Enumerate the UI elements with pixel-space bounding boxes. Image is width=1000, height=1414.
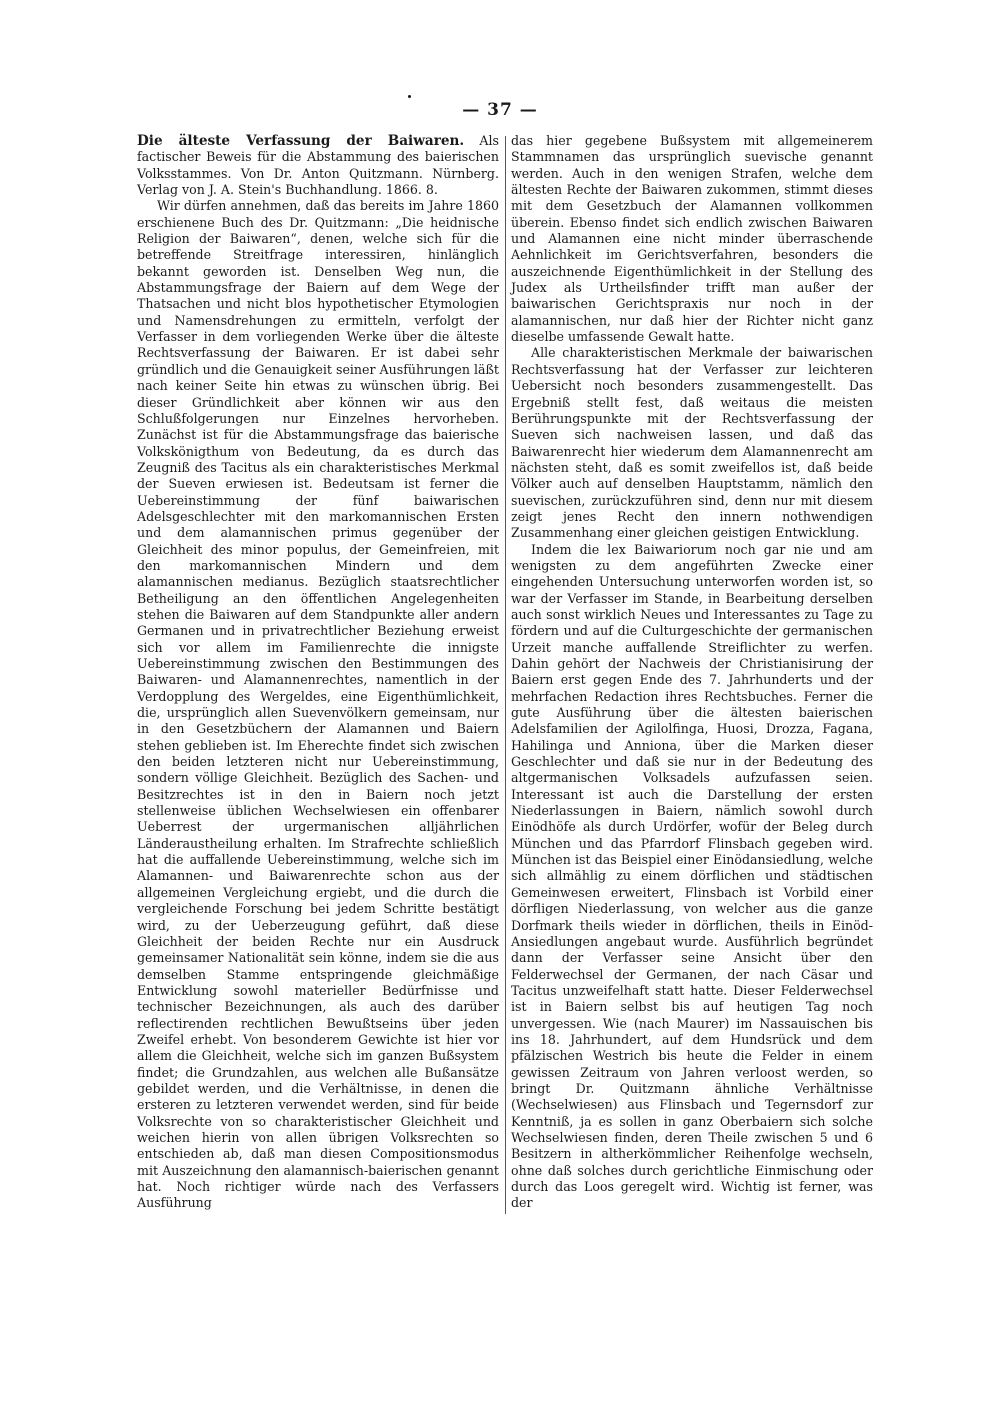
page-number: — 37 — [462, 100, 538, 120]
left-column [137, 133, 499, 1212]
right-paragraph-1: das hier gegebene Bußsystem mit allgemeinerem Stammnamen das ursprünglich suevische genannt werden. Auch in den wenigen Strafen, welche dem ältesten Rechte der Baiwaren zukommen, stimmt dieses mit dem Gesetzbuch der Alamannen vollkommen überein. Ebenso findet sich endlich zwischen Baiwaren und Alamannen eine nicht minder überraschende Aehnlichkeit im Gerichtsverfahren, besonders die auszeichnende Eigenthümlichkeit in der Stellung des Judex als Urtheilsfinder trifft man außer der baiwarischen Gerichtspraxis nur noch in der alamannischen, nur daß hier der Richter nicht ganz dieselbe umfassende Gewalt hatte. [511, 133, 873, 345]
right-column [511, 133, 873, 1212]
right-paragraph-2: Alle charakteristischen Merkmale der baiwarischen Rechtsverfassung hat der Verfasser zur leichteren Uebersicht noch besonders zusammengestellt. Das Ergebniß stellt fest, daß weitaus die meisten Berührungspunkte mit der Rechtsverfassung der Sueven sich nachweisen lassen, und daß das Baiwarenrecht hier wiederum dem Alamannenrecht am nächsten steht, daß es somit zweifellos ist, daß beide Völker auch auf denselben Hauptstamm, nämlich den suevischen, zurückzuführen sind, denn nur mit diesem zeigt jenes Recht den innern nothwendigen Zusammenhang einer gleichen geistigen Entwicklung. [511, 345, 873, 541]
column-divider [505, 136, 506, 1214]
right-paragraph-3: Indem die lex Baiwariorum noch gar nie und am wenigsten zu dem angeführten Zwecke einer eingehenden Untersuchung unterworfen worden ist, so war der Verfasser im Stande, in Bearbeitung derselben auch sonst wirklich Neues und Interessantes zu Tage zu fördern und auf die Culturgeschichte der germanischen Urzeit manche auffallende Streiflichter zu werfen. Dahin gehört der Nachweis der Christianisirung der Baiern erst gegen Ende des 7. Jahrhunderts und der mehrfachen Redaction ihres Rechtsbuches. Ferner die gute Ausführung über die ältesten baierischen Adelsfamilien der Agilolfinga, Huosi, Drozza, Fagana, Hahilinga und Anniona, über die Marken dieser Geschlechter und daß sie nur in der Bedeutung des altgermanischen Volksadels aufzufassen seien. Interessant ist auch die Darstellung der ersten Niederlassungen in Baiern, nämlich sowohl durch Einödhöfe als durch Urdörfer, wofür der Beleg durch München und das Pfarrdorf Flinsbach gegeben wird. München ist das Beispiel einer Einödansiedlung, welche sich allmählig zu einem dörflichen und städtischen Gemeinwesen erweitert, Flinsbach ist Vorbild einer dörfligen Niederlassung, von welcher aus die ganze Dorfmark theils wieder in dörflichen, theils in Einöd-Ansiedlungen angebaut wurde. Ausführlich begründet dann der Verfasser seine Ansicht über den Felderwechsel der Germanen, der nach Cäsar und Tacitus unzweifelhaft statt hatte. Dieser Felderwechsel ist in Baiern selbst bis auf heutigen Tag noch unvergessen. Wie (nach Maurer) im Nassauischen bis ins 18. Jahrhundert, auf dem Hundsrück und dem pfälzischen Westrich bis heute die Felder in einem gewissen Zeitraum von Jahren verloost werden, so bringt Dr. Quitzmann ähnliche Verhältnisse (Wechselwiesen) aus Flinsbach und Tegernsdorf zur Kenntniß, ja es sollen in ganz Oberbaiern sich solche Wechselwiesen finden, deren Theile zwischen 5 und 6 Besitzern in altherkömmlicher Reihenfolge wechseln, ohne daß solches durch gerichtliche Einmischung oder durch das Loos geregelt wird. Wichtig ist ferner, was der [511, 541, 873, 1211]
book-bibliographic-info: Als factischer Beweis für die Abstammung des baierischen Volksstammes. Von Dr. Anton Quitzmann. Nürnberg. Verlag von J. A. Stein's Buchhandlung. 1866. 8. [137, 133, 499, 198]
stray-ink-mark [408, 95, 411, 98]
review-heading [137, 133, 499, 198]
left-paragraph-1: Wir dürfen annehmen, daß das bereits im Jahre 1860 erschienene Buch des Dr. Quitzmann: „Die heidnische Religion der Baiwaren“, denen, welche sich für die betreffende Streitfrage interessiren, hinlänglich bekannt geworden ist. Denselben Weg nun, die Abstammungsfrage der Baiern auf dem Wege der Thatsachen und nicht blos hypothetischer Etymologien und Namensdrehungen zu ermitteln, verfolgt der Verfasser in dem vorliegenden Werke über die älteste Rechtsverfassung der Baiwaren. Er ist dabei sehr gründlich und die Genauigkeit seiner Ausführungen läßt nach keiner Seite hin etwas zu wünschen übrig. Bei dieser Gründlichkeit aber können wir aus den Schlußfolgerungen nur Einzelnes hervorheben. Zunächst ist für die Abstammungsfrage das baierische Volkskönigthum von Bedeutung, da es durch das Zeugniß des Tacitus als ein charakteristisches Merkmal der Sueven erwiesen ist. Bedeutsam ist ferner die Uebereinstimmung der fünf baiwarischen Adelsgeschlechter mit den markomannischen Ersten und dem alamannischen primus gegenüber der Gleichheit des minor populus, der Gemeinfreien, mit den markomannischen Mindern und dem alamannischen medianus. Bezüglich staatsrechtlicher Betheiligung an den öffentlichen Angelegenheiten stehen die Baiwaren auf dem Standpunkte aller andern Germanen und in privatrechtlicher Beziehung erweist sich vor allem im Familienrechte die innigste Uebereinstimmung zwischen den Bestimmungen des Baiwaren- und Alamannenrechtes, namentlich in der Verdopplung des Wergeldes, eine Eigenthümlichkeit, die, ursprünglich allen Suevenvölkern gemeinsam, nur in den Gesetzbüchern der Alamannen und Baiern stehen geblieben ist. Im Eherechte findet sich zwischen den beiden letzteren nicht nur Uebereinstimmung, sondern völlige Gleichheit. Bezüglich des Sachen- und Besitzrechtes ist in den in Baiern noch jetzt stellenweise üblichen Wechselwiesen ein offenbarer Ueberrest der urgermanischen alljährlichen Länderaustheilung erhalten. Im Strafrechte schließlich hat die auffallende Uebereinstimmung, welche sich im Alamannen- und Baiwarenrechte schon aus der allgemeinen Vergleichung ergiebt, und die durch die vergleichende Forschung bei jedem Schritte bestätigt wird, zu der Ueberzeugung geführt, daß diese Gleichheit der beiden Rechte nur ein Ausdruck gemeinsamer Nationalität sein könne, indem sie die aus demselben Stamme entspringende gleichmäßige Entwicklung sowohl materieller Bedürfnisse und technischer Bezeichnungen, als auch des darüber reflectirenden rechtlichen Bewußtseins über jeden Zweifel erhebt. Von besonderem Gewichte ist hier vor allem die Gleichheit, welche sich im ganzen Bußsystem findet; die Grundzahlen, aus welchen alle Bußansätze gebildet werden, und die Verhältnisse, in denen die ersteren zu letzteren verwendet werden, sind für beide Volksrechte von so charakteristischer Gleichheit und weichen hierin von allen übrigen Volksrechten so entschieden ab, daß man diesen Compositionsmodus mit Auszeichnung den alamannisch-baierischen genannt hat. Noch richtiger würde nach des Verfassers Ausführung [137, 198, 499, 1211]
book-title: Die älteste Verfassung der Baiwaren. [137, 133, 465, 149]
